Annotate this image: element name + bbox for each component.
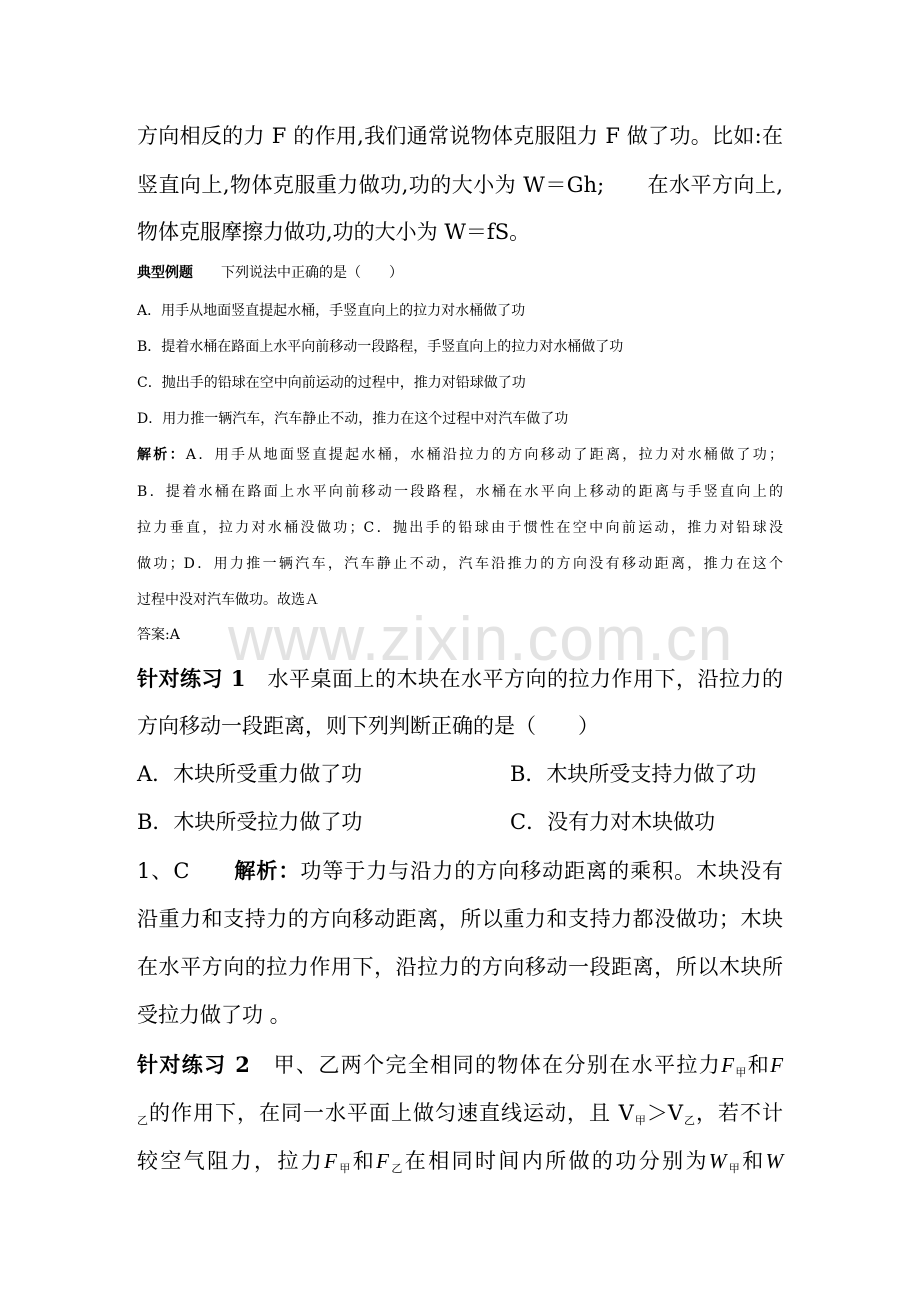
text-line <box>137 909 783 930</box>
text-segment: F <box>770 1053 784 1077</box>
bold-label: 针对练习 2 <box>137 1052 250 1077</box>
text-segment: C．抛出手的铅球在空中向前运动的过程中，推力对铅球做了功 <box>137 375 526 391</box>
text-segment: 甲 <box>734 1066 748 1079</box>
text-segment: 甲、乙两个完全相同的物体在分别在水平拉力 <box>249 1053 722 1077</box>
text-line <box>137 957 783 978</box>
text-segment: B．提着水桶在路面上水平向前移动一段路程，水桶在水平向上移动的距离与手竖直向上的 <box>137 484 783 500</box>
text-line <box>137 812 783 833</box>
text-segment: 和 <box>742 1149 766 1173</box>
text-segment: A．用手从地面竖直提起水桶，手竖直向上的拉力对水桶做了功 <box>137 303 526 319</box>
text-line <box>137 175 783 196</box>
text-segment: 乙 <box>389 1162 405 1175</box>
text-segment: 功等于力与沿力的方向移动距离的乘积。木块没有 <box>300 859 784 883</box>
text-segment: 答案:A <box>137 627 180 643</box>
text-segment: 受拉力做了功 。 <box>137 1003 291 1027</box>
text-line <box>137 126 783 147</box>
text-segment: 在相同时间内所做的功分别为 <box>404 1149 709 1173</box>
watermark: www.zixin.com.cn <box>228 605 734 674</box>
text-segment: 物体克服摩擦力做功,功的大小为 W＝fS。 <box>137 220 531 244</box>
text-segment: 甲 <box>726 1162 743 1175</box>
text-segment: W <box>765 1149 784 1173</box>
option-text: C．没有力对木块做功 <box>510 810 716 834</box>
text-segment: 甲 <box>633 1114 647 1127</box>
text-line <box>137 593 783 607</box>
text-line <box>137 860 783 882</box>
text-segment: 竖直向上,物体克服重力做功,功的大小为 W＝Gh; 在水平方向上, <box>137 173 783 197</box>
text-line <box>137 1054 783 1078</box>
text-line <box>137 222 783 243</box>
text-segment: 较空气阻力，拉力 <box>137 1149 325 1173</box>
text-segment: 方向移动一段距离，则下列判断正确的是（ ） <box>137 714 599 738</box>
text-segment: 甲 <box>336 1162 353 1175</box>
text-segment: F <box>376 1149 389 1173</box>
text-segment: D．用力推一辆汽车，汽车静止不动，推力在这个过程中对汽车做了功 <box>137 411 569 427</box>
text-segment: 和 <box>352 1149 377 1173</box>
text-line <box>137 412 783 426</box>
text-segment: 沿重力和支持力的方向移动距离，所以重力和支持力都没做功；木块 <box>137 907 783 931</box>
text-segment: F <box>721 1053 735 1077</box>
bold-label: 解析： <box>234 858 301 883</box>
bold-label: 解析： <box>137 447 186 463</box>
text-segment: ，若不计 <box>696 1101 783 1125</box>
text-line <box>137 376 783 390</box>
text-segment: 过程中没对汽车做功。故选Ａ <box>137 592 319 608</box>
text-line <box>137 628 783 642</box>
text-segment: 做功；D．用力推一辆汽车，汽车静止不动，汽车沿推力的方向没有移动距离，推力在这个 <box>137 556 783 572</box>
text-line <box>137 485 783 499</box>
text-line <box>137 340 783 354</box>
option-text: B．木块所受支持力做了功 <box>510 762 757 786</box>
text-segment: A．木块所受重力做了功 <box>137 762 363 786</box>
text-line <box>137 1151 783 1174</box>
text-line <box>137 266 783 280</box>
text-segment: B．提着水桶在路面上水平向前移动一段路程，手竖直向上的拉力对水桶做了功 <box>137 339 624 355</box>
text-line <box>137 557 783 571</box>
text-line <box>137 448 783 462</box>
text-line <box>137 716 783 737</box>
text-segment: 的作用下，在同一水平面上做匀速直线运动，且 V <box>149 1101 634 1125</box>
text-segment: W <box>708 1149 727 1173</box>
text-segment: ＞V <box>646 1101 683 1125</box>
text-segment: 方向相反的力 F 的作用,我们通常说物体克服阻力 F 做了功。比如:在 <box>137 124 783 148</box>
text-line <box>137 764 783 785</box>
text-line <box>137 521 783 535</box>
text-line <box>137 304 783 318</box>
text-line <box>137 1103 783 1126</box>
text-segment: 乙 <box>683 1114 696 1127</box>
text-segment: A．用手从地面竖直提起水桶，水桶沿拉力的方向移动了距离，拉力对水桶做了功； <box>185 447 784 463</box>
text-segment: 在水平方向的拉力作用下，沿拉力的方向移动一段距离，所以木块所 <box>137 955 783 979</box>
text-segment: 下列说法中正确的是（ ） <box>193 265 403 281</box>
text-segment: 1、C <box>137 859 235 883</box>
text-segment: F <box>324 1149 337 1173</box>
text-segment: 和 <box>747 1053 771 1077</box>
text-segment: 乙 <box>137 1114 149 1127</box>
bold-label: 典型例题 <box>137 265 193 281</box>
bold-label: 针对练习 1 <box>137 666 246 691</box>
text-line <box>137 1005 783 1026</box>
text-segment: 水平桌面上的木块在水平方向的拉力作用下，沿拉力的 <box>245 667 783 691</box>
text-segment: 拉力垂直，拉力对水桶没做功；C．抛出手的铅球由于惯性在空中向前运动，推力对铅球没 <box>137 520 783 536</box>
text-line <box>137 668 783 690</box>
text-segment: B．木块所受拉力做了功 <box>137 810 363 834</box>
